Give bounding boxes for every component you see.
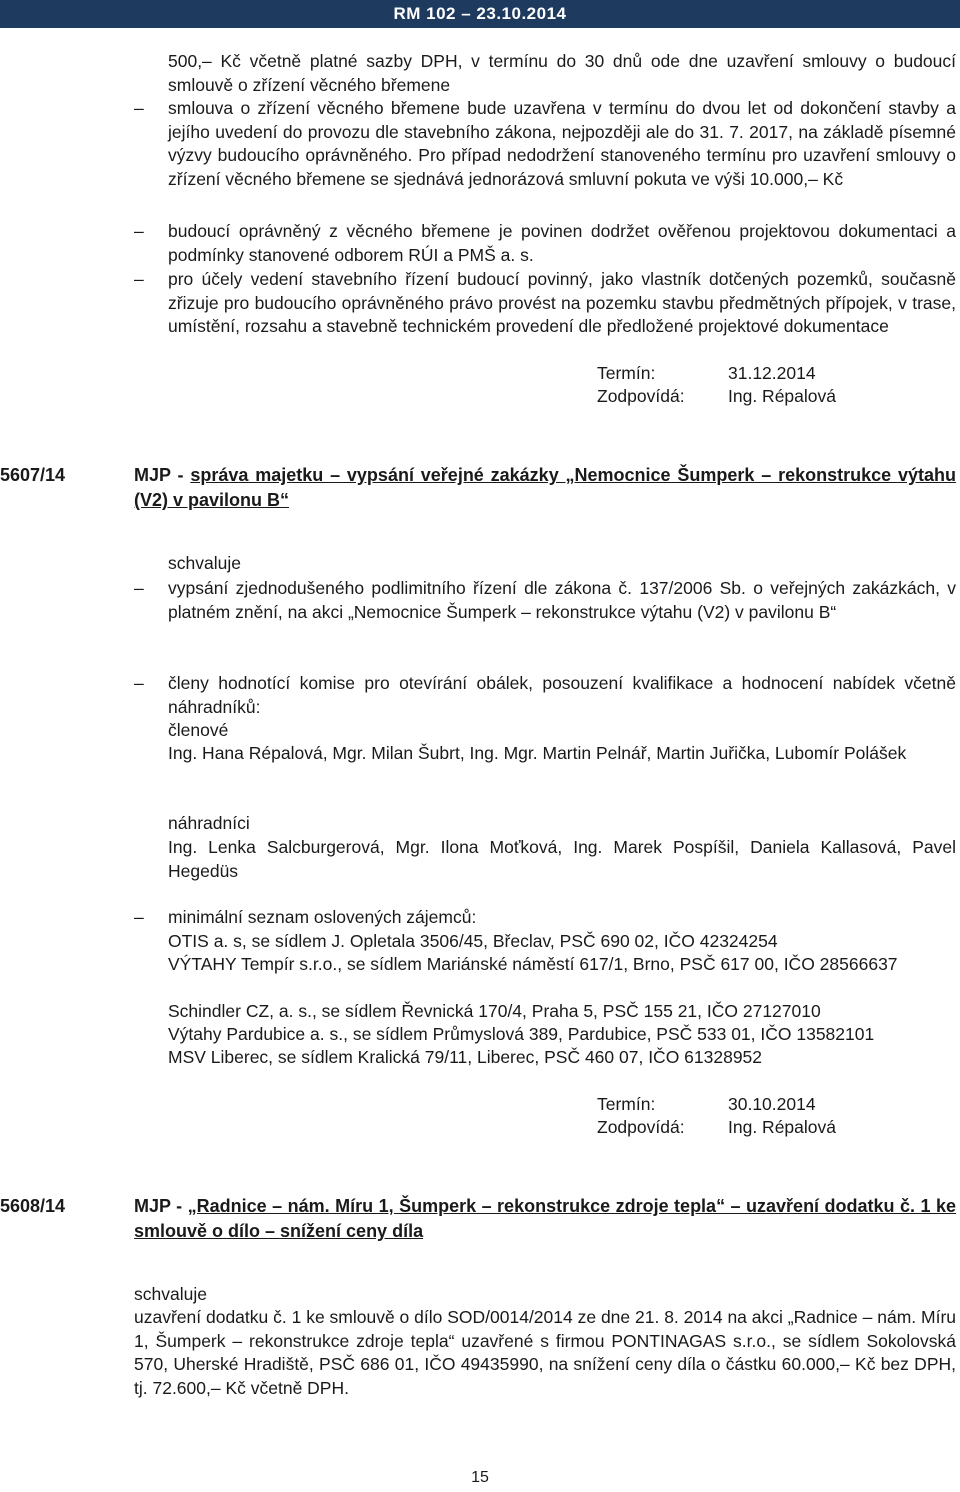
zodpovida-label: Zodpovídá: — [597, 386, 685, 406]
header-title: RM 102 – 23.10.2014 — [393, 4, 567, 23]
zodpovida-label: Zodpovídá: — [597, 1117, 685, 1137]
nahradnici-label: náhradníci — [168, 813, 250, 833]
list-item: budoucí oprávněný z věcného břemene je povinen dodržet ověřenou projektovou dokumentaci a podmínky stanovené odborem RÚI a PMŠ a. s. — [168, 221, 956, 265]
list-item: smlouva o zřízení věcného břemene bude uzavřena v termínu do dvou let od dokončení stavby a jejího uvedení do provozu dle stavebního zákona, nejpozději ale do 31. 7. 2017, na základě písemné výzvy budoucího oprávněného. Pro případ nedodržení stanoveného termínu pro uzavření smlouvy o zřízení věcného břemene se sjednává jednorázová smluvní pokuta ve výši 10.000,– Kč — [168, 98, 956, 189]
list-bullet: – — [134, 221, 144, 241]
schvaluje-label: schvaluje — [134, 1284, 207, 1304]
resolution-number: 5608/14 — [0, 1196, 66, 1216]
title-prefix: MJP - — [134, 1196, 188, 1216]
termin-value: 30.10.2014 — [728, 1094, 816, 1114]
clenove-label: členové — [168, 720, 229, 740]
continuation-text: 500,– Kč včetně platné sazby DPH, v termínu do 30 dnů ode dne uzavření smlouvy o budoucí smlouvě o zřízení věcného břemene — [168, 51, 956, 95]
nahradnici-list: Ing. Lenka Salcburgerová, Mgr. Ilona Moťková, Ing. Marek Pospíšil, Daniela Kallasová, Pavel Hegedüs — [168, 837, 956, 881]
resolution-title — [134, 463, 956, 513]
list-bullet: – — [134, 578, 144, 598]
resolution-title — [134, 1194, 956, 1244]
list-item: členy hodnotící komise pro otevírání obálek, posouzení kvalifikace a hodnocení nabídek včetně náhradníků: — [168, 673, 956, 717]
schvaluje-label: schvaluje — [168, 553, 241, 573]
firm-item: MSV Liberec, se sídlem Kralická 79/11, Liberec, PSČ 460 07, IČO 61328952 — [168, 1047, 763, 1067]
termin-label: Termín: — [597, 1094, 656, 1114]
list-item: vypsání zjednodušeného podlimitního řízení dle zákona č. 137/2006 Sb. o veřejných zakázkách, v platném znění, na akci „Nemocnice Šumperk – rekonstrukce výtahu (V2) v pavilonu B“ — [168, 578, 956, 622]
page-number: 15 — [471, 1469, 489, 1486]
resolution-text: uzavření dodatku č. 1 ke smlouvě o dílo SOD/0014/2014 ze dne 21. 8. 2014 na akci „Radnice – nám. Míru 1, Šumperk – rekonstrukce zdroje tepla“ uzavřené s firmou PONTINAGAS s.r.o., se sídlem Sokolovská 570, Uherské Hradiště, PSČ 686 01, IČO 49435990, na snížení ceny díla o částku 60.000,– Kč bez DPH, tj. 72.600,– Kč včetně DPH. — [134, 1307, 957, 1398]
list-bullet: – — [134, 269, 144, 289]
list-item: pro účely vedení stavebního řízení budoucí povinný, jako vlastník dotčených pozemků, současně zřizuje pro budoucího oprávněného právo provést na pozemku stavbu předmětných přípojek, v trase, umístění, rozsahu a stavebně technickém provedení dle předložené projektové dokumentace — [168, 269, 956, 336]
title-underlined: správa majetku – vypsání veřejné zakázky „Nemocnice Šumperk – rekonstrukce výtahu (V2) v pavilonu B“ — [134, 465, 956, 510]
title-prefix: MJP - — [134, 465, 191, 485]
firm-item: Schindler CZ, a. s., se sídlem Řevnická 170/4, Praha 5, PSČ 155 21, IČO 27127010 — [168, 1001, 821, 1021]
firm-item: OTIS a. s, se sídlem J. Opletala 3506/45, Břeclav, PSČ 690 02, IČO 42324254 — [168, 931, 778, 951]
termin-label: Termín: — [597, 363, 656, 383]
termin-value: 31.12.2014 — [728, 363, 816, 383]
list-bullet: – — [134, 673, 144, 693]
list-bullet: – — [134, 907, 144, 927]
firm-item: Výtahy Pardubice a. s., se sídlem Průmyslová 389, Pardubice, PSČ 533 01, IČO 13582101 — [168, 1024, 875, 1044]
zodpovida-value: Ing. Répalová — [728, 386, 836, 406]
list-item: minimální seznam oslovených zájemců: — [168, 907, 477, 927]
clenove-list: Ing. Hana Répalová, Mgr. Milan Šubrt, Ing. Mgr. Martin Pelnář, Martin Juřička, Lubomír Polášek — [168, 743, 907, 763]
list-bullet: – — [134, 98, 144, 118]
title-underlined: „Radnice – nám. Míru 1, Šumperk – rekonstrukce zdroje tepla“ – uzavření dodatku č. 1 ke smlouvě o dílo – snížení ceny díla — [134, 1196, 956, 1241]
zodpovida-value: Ing. Répalová — [728, 1117, 836, 1137]
firm-item: VÝTAHY Tempír s.r.o., se sídlem Mariánské náměstí 617/1, Brno, PSČ 617 00, IČO 28566637 — [168, 954, 898, 974]
resolution-number: 5607/14 — [0, 465, 66, 485]
